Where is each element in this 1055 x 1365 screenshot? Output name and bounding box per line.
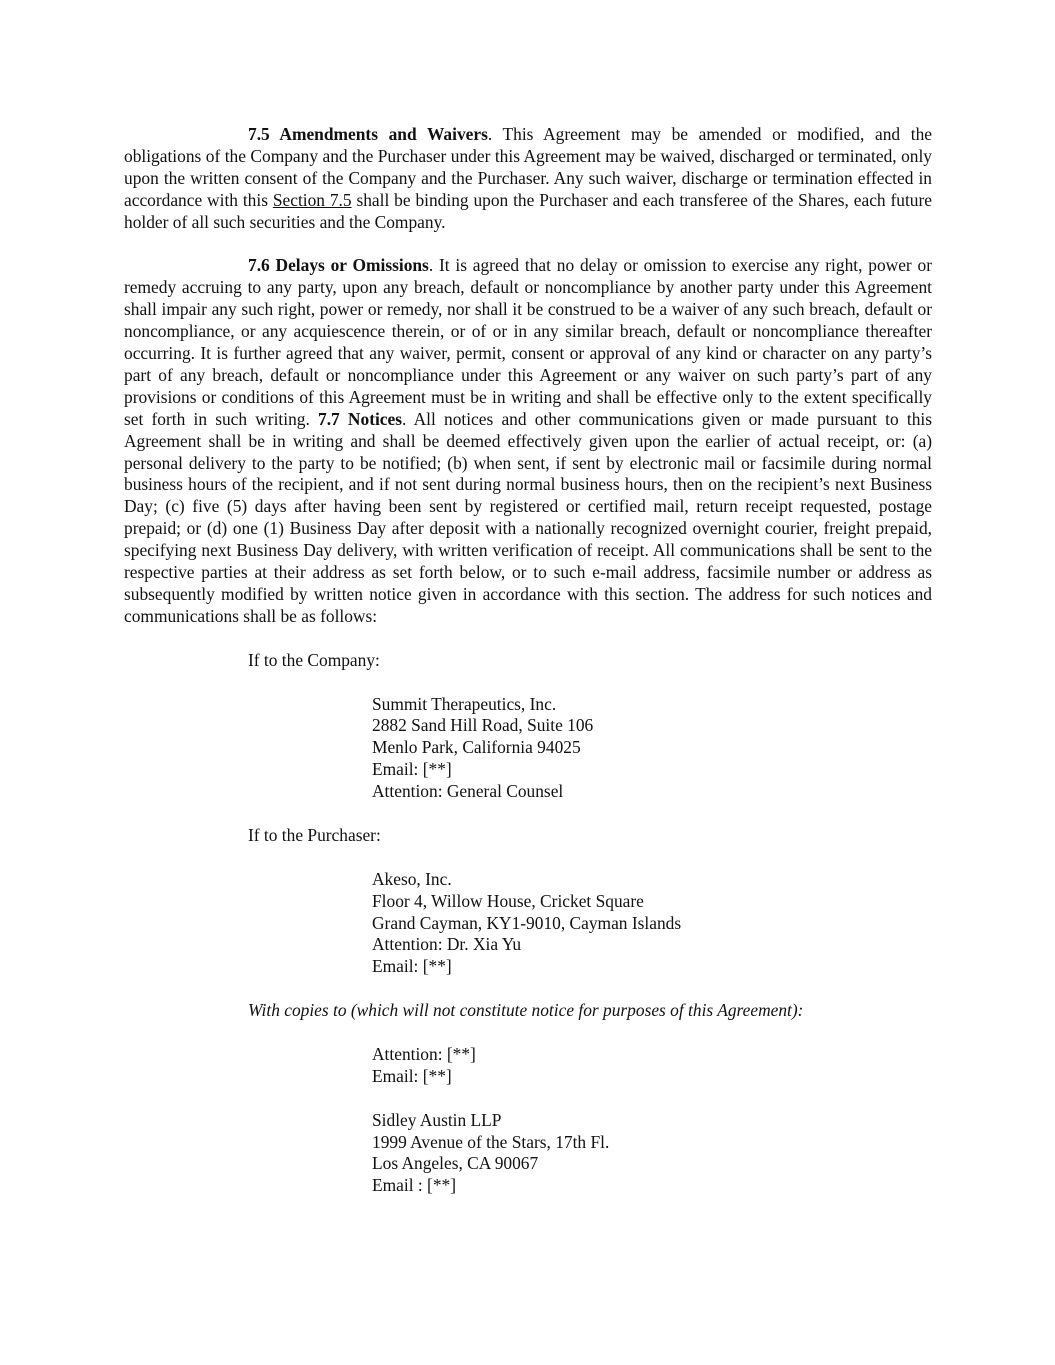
company-street: 2882 Sand Hill Road, Suite 106 (372, 715, 594, 736)
copy-recipient-2 (124, 1110, 932, 1198)
copy-1-email: Email: [**] (372, 1065, 452, 1086)
purchaser-address (124, 869, 932, 979)
copy-2-email: Email : [**] (372, 1175, 457, 1196)
section-7-5-reference: Section 7.5 (272, 189, 352, 210)
copies-label: With copies to (which will not constitute notice for purposes of this Agreement): (248, 1000, 804, 1021)
section-7-6-7-7 (124, 255, 932, 627)
purchaser-city: Grand Cayman, KY1-9010, Cayman Islands (372, 912, 682, 933)
section-7-5-heading: 7.5 Amendments and Waivers (248, 124, 488, 144)
section-7-5-text-b: shall be binding upon the Purchaser and each transferee of the Shares, each future holder of all such securities and the Company. (124, 189, 932, 232)
company-email: Email: [**] (372, 759, 452, 780)
purchaser-name: Akeso, Inc. (372, 868, 452, 889)
section-7-5-text-a: . This Agreement may be amended or modified, and the obligations of the Company and the Purchaser under this Agreement may be waived, discharged or terminated, only upon the written consent of the Company and the Purchaser. Any such waiver, discharge or termination effected in accordance with this (124, 124, 932, 210)
section-7-7-heading: 7.7 Notices (318, 408, 403, 429)
company-label: If to the Company: (248, 649, 380, 670)
purchaser-email: Email: [**] (372, 956, 452, 977)
copy-2-name: Sidley Austin LLP (372, 1109, 502, 1130)
section-7-7-text: . All notices and other communications given or made pursuant to this Agreement shall be in writing and shall be deemed effectively given upon the earlier of actual receipt, or: (a) personal delivery to the party to be notified; (b) when sent, if sent by electronic mail or facsimile during normal business hours of the recipient, and if not sent during normal business hours, then on the recipient’s next Business Day; (c) five (5) days after having been sent by registered or certified mail, return receipt requested, postage prepaid; or (d) one (1) Business Day after deposit with a nationally recognized overnight courier, freight prepaid, specifying next Business Day delivery, with written verification of receipt. All communications shall be sent to the respective parties at their address as set forth below, or to such e-mail address, facsimile number or address as subsequently modified by written notice given in accordance with this section. The address for such notices and communications shall be as follows: (124, 408, 933, 626)
copy-2-street: 1999 Avenue of the Stars, 17th Fl. (372, 1131, 610, 1152)
section-7-6-text: . It is agreed that no delay or omission to exercise any right, power or remedy accruing to any party, upon any breach, default or noncompliance by another party under this Agreement shall impair any such right, power or remedy, nor shall it be construed to be a waiver of any such breach, default or noncompliance, or any acquiescence therein, or of or in any similar breach, default or noncompliance thereafter occurring. It is further agreed that any waiver, permit, consent or approval of any kind or character on any party’s part of any breach, default or noncompliance under this Agreement or any waiver on such party’s part of any provisions or conditions of this Agreement must be in writing and shall be effective only to the extent specifically set forth in such writing. (124, 255, 932, 429)
purchaser-attention: Attention: Dr. Xia Yu (372, 934, 522, 955)
company-attention: Attention: General Counsel (372, 781, 564, 802)
copy-recipient-1 (124, 1044, 932, 1088)
copy-1-attention: Attention: [**] (372, 1043, 476, 1064)
section-7-6-heading: 7.6 Delays or Omissions (248, 255, 429, 276)
company-city: Menlo Park, California 94025 (372, 737, 581, 758)
document-page (124, 124, 932, 1197)
purchaser-label: If to the Purchaser: (248, 824, 381, 845)
copy-2-city: Los Angeles, CA 90067 (372, 1153, 539, 1174)
company-address (124, 694, 932, 804)
company-name: Summit Therapeutics, Inc. (372, 693, 557, 714)
purchaser-street: Floor 4, Willow House, Cricket Square (372, 890, 644, 911)
section-7-5 (124, 124, 932, 234)
